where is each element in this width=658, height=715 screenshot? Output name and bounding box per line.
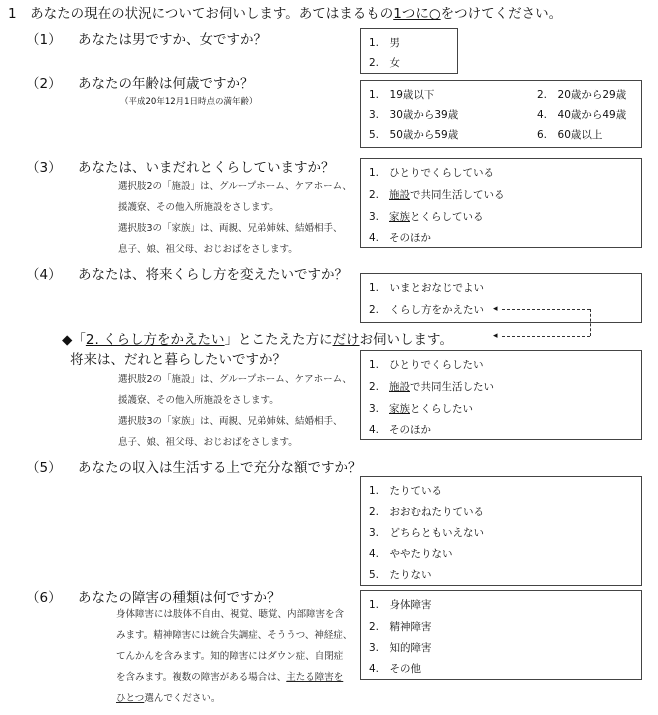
option-text: とくらしている	[410, 211, 484, 223]
option-number: 3.	[369, 211, 380, 223]
followup-option[interactable]	[369, 379, 494, 394]
q5-question: あなたの収入は生活する上で充分な額ですか？	[78, 460, 362, 476]
option-text: ひとりでくらしたい	[389, 359, 484, 371]
q3-note-line: 息子、娘、祖父母、おじおばをさします。	[118, 244, 298, 255]
q5-option[interactable]: 5. たりない	[369, 569, 432, 581]
title-emphasis: 1つに○	[393, 6, 441, 22]
q3-note-line: 援護寮、その他入所施設をさします。	[118, 202, 279, 213]
option-number: 2.	[369, 381, 380, 393]
q1-option[interactable]: 2. 女	[369, 57, 401, 69]
q2-option[interactable]: 6. 60歳以上	[537, 129, 603, 141]
option-number: 1.	[369, 359, 380, 371]
option-number: 3.	[369, 403, 380, 415]
q1-question: あなたは男ですか、女ですか？	[78, 32, 267, 48]
q6-option[interactable]: 4. その他	[369, 663, 422, 675]
connector-line-top	[502, 309, 590, 310]
option-text: で共同生活している	[410, 189, 505, 201]
option-number: 4.	[369, 424, 380, 436]
q4-options-box	[360, 273, 642, 323]
q6-note-line: 身体障害には肢体不自由、視覚、聴覚、内部障害を含	[116, 609, 345, 620]
q1-number: （1）	[26, 32, 62, 48]
followup-note-line: 選択肢2の「施設」は、グループホーム、ケアホーム、	[118, 374, 352, 385]
option-text: とくらしたい	[410, 403, 473, 415]
q6-note-text: を含みます。複数の障害がある場合は、	[116, 672, 287, 683]
followup-question: 将来は、だれと暮らしたいですか？	[70, 352, 286, 368]
followup-options-box	[360, 350, 642, 440]
followup-option[interactable]	[369, 357, 484, 372]
option-text: で共同生活したい	[410, 381, 494, 393]
q5-option[interactable]: 2. おおむねたりている	[369, 506, 485, 518]
q6-note-line: てんかんを含みます。知的障害にはダウン症、自閉症	[116, 651, 344, 662]
followup-option[interactable]	[369, 401, 473, 416]
followup-option[interactable]	[369, 422, 431, 437]
q6-note-line	[116, 667, 352, 688]
option-text: そのほか	[389, 424, 431, 436]
q2-option[interactable]: 5. 50歳から59歳	[369, 129, 459, 141]
followup-note-line: 援護寮、その他入所施設をさします。	[118, 395, 279, 406]
q6-options-box	[360, 590, 642, 680]
q6-number: （6）	[26, 590, 62, 606]
option-keyword: 施設	[389, 189, 410, 201]
q6-note-emphasis: ひとつ	[116, 693, 145, 704]
q5-option[interactable]: 3. どちらともいえない	[369, 527, 485, 539]
title-text-end: をつけてください。	[440, 6, 563, 22]
connector-line-vertical	[590, 309, 591, 336]
followup-text: お伺いします。	[359, 332, 453, 348]
q6-question: あなたの障害の種類は何ですか？	[78, 590, 281, 606]
option-number: 1.	[369, 167, 380, 179]
option-keyword: 施設	[389, 381, 410, 393]
followup-emphasis: 2. くらし方をかえたい	[85, 332, 225, 348]
q3-note-line: 選択肢3の「家族」は、両親、兄弟姉妹、結婚相手、	[118, 223, 343, 234]
q4-number: （4）	[26, 267, 62, 283]
q6-note-text: 選んでください。	[144, 693, 221, 704]
followup-text: ◆「	[62, 332, 86, 348]
followup-emphasis: だけ	[332, 332, 360, 348]
q2-option[interactable]: 1. 19歳以下	[369, 89, 435, 101]
q3-option[interactable]	[369, 187, 505, 202]
followup-text: 」とこたえた方に	[224, 332, 333, 348]
q6-note-line	[116, 688, 352, 709]
followup-note	[118, 369, 352, 453]
q4-option[interactable]: 2. くらし方をかえたい	[369, 304, 485, 316]
q6-note-line: みます。精神障害には統合失調症、そううつ、神経症、	[116, 630, 353, 641]
page-title	[8, 2, 562, 22]
option-keyword: 家族	[389, 403, 410, 415]
q3-option[interactable]	[369, 230, 431, 245]
q3-number: （3）	[26, 160, 62, 176]
followup-note-line: 選択肢3の「家族」は、両親、兄弟姉妹、結婚相手、	[118, 416, 343, 427]
q3-note	[118, 176, 352, 260]
q2-option[interactable]: 4. 40歳から49歳	[537, 109, 627, 121]
q5-options-box	[360, 476, 642, 586]
option-number: 4.	[369, 232, 380, 244]
option-number: 2.	[369, 189, 380, 201]
q1-option[interactable]: 1. 男	[369, 37, 401, 49]
q1-options-box	[360, 28, 458, 74]
q6-option[interactable]: 2. 精神障害	[369, 621, 432, 633]
followup-instruction	[62, 328, 453, 348]
followup-note-line: 息子、娘、祖父母、おじおばをさします。	[118, 437, 298, 448]
q6-note-emphasis: 主たる障害を	[286, 672, 344, 683]
q2-note: （平成20年12月1日時点の満年齢）	[120, 97, 258, 107]
q6-option[interactable]: 3. 知的障害	[369, 642, 432, 654]
q3-options-box	[360, 158, 642, 248]
q3-note-line: 選択肢2の「施設」は、グループホーム、ケアホーム、	[118, 181, 352, 192]
q3-option[interactable]	[369, 209, 484, 224]
q5-option[interactable]: 1. たりている	[369, 485, 443, 497]
q3-question: あなたは、いまだれとくらしていますか？	[78, 160, 335, 176]
option-text: ひとりでくらしている	[389, 167, 494, 179]
q5-option[interactable]: 4. ややたりない	[369, 548, 453, 560]
arrow-left-icon: ◂	[493, 331, 498, 341]
arrow-left-icon: ◂	[493, 304, 498, 314]
option-keyword: 家族	[389, 211, 410, 223]
q6-note	[116, 604, 352, 709]
title-text: 1 あなたの現在の状況についてお伺いします。あてはまるもの	[8, 6, 394, 22]
q2-options-box	[360, 80, 642, 148]
q2-number: （2）	[26, 76, 62, 92]
q2-option[interactable]: 3. 30歳から39歳	[369, 109, 459, 121]
q2-question: あなたの年齢は何歳ですか？	[78, 76, 254, 92]
q4-option[interactable]: 1. いまとおなじでよい	[369, 282, 485, 294]
option-text: そのほか	[389, 232, 431, 244]
q4-question: あなたは、将来くらし方を変えたいですか？	[78, 267, 348, 283]
q5-number: （5）	[26, 460, 62, 476]
q2-option[interactable]: 2. 20歳から29歳	[537, 89, 627, 101]
connector-line-bottom	[502, 336, 590, 337]
q3-option[interactable]	[369, 165, 494, 180]
q6-option[interactable]: 1. 身体障害	[369, 599, 432, 611]
